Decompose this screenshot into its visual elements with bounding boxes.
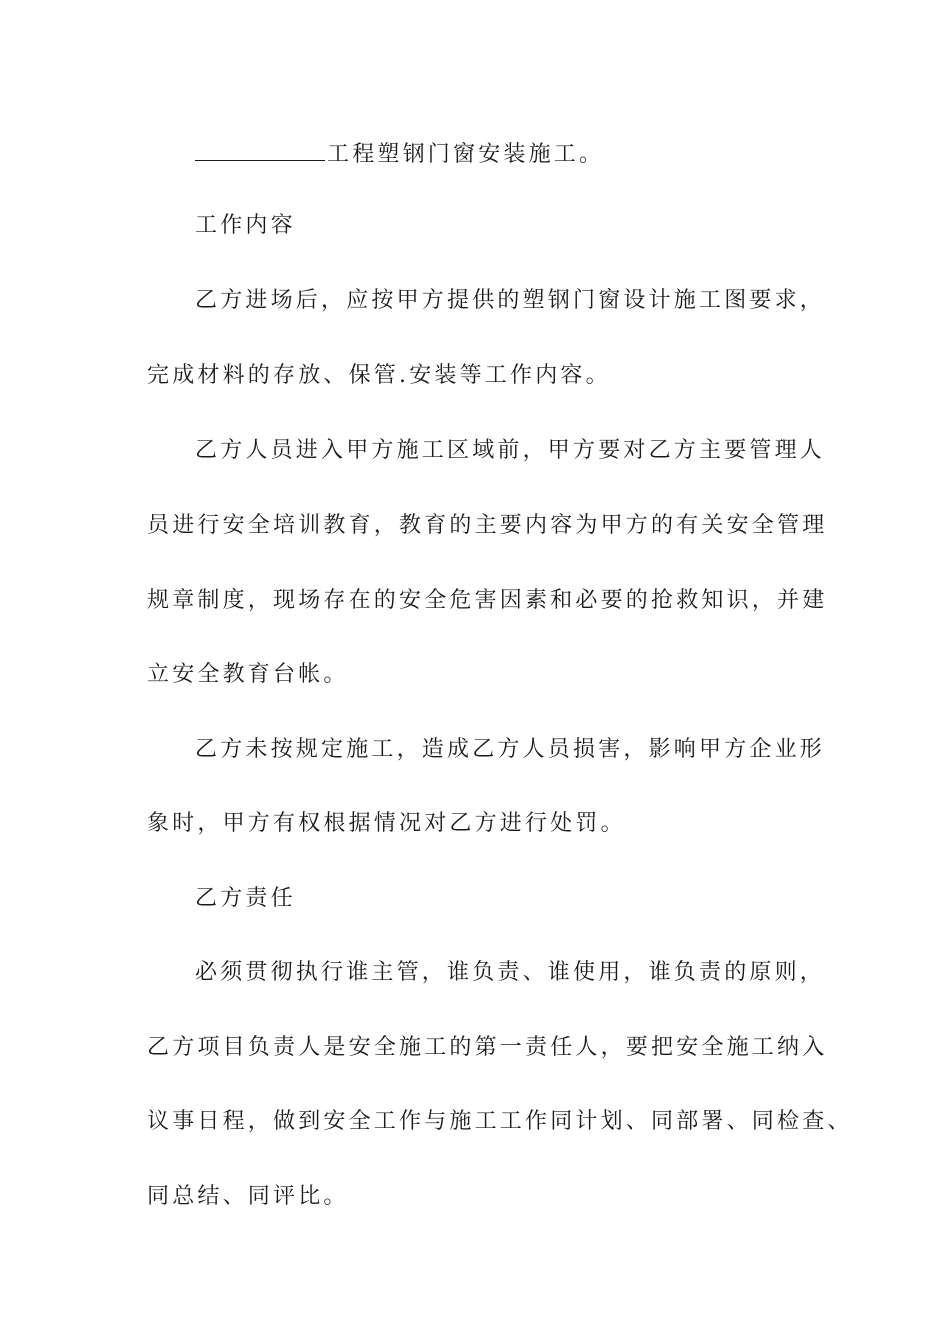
fill-in-blank (195, 138, 325, 161)
paragraph-line: 象时，甲方有权根据情况对乙方进行处罚。 (147, 811, 626, 836)
section-heading-work-content: 工作内容 (195, 213, 296, 238)
paragraph-line: 必须贯彻执行谁主管，谁负责、谁使用，谁负责的原则， (195, 960, 826, 985)
paragraph-line: 规章制度，现场存在的安全危害因素和必要的抢救知识，并建 (147, 588, 828, 613)
paragraph-line: 议事日程，做到安全工作与施工工作同计划、同部署、同检查、 (147, 1109, 853, 1134)
paragraph-line: 乙方人员进入甲方施工区域前，甲方要对乙方主要管理人 (195, 438, 826, 463)
paragraph-line: 乙方项目负责人是安全施工的第一责任人，要把安全施工纳入 (147, 1035, 828, 1060)
project-title-text: 工程塑钢门窗安装施工。 (327, 142, 605, 167)
paragraph-line: 立安全教育台帐。 (147, 662, 349, 687)
paragraph-line: 同总结、同评比。 (147, 1184, 349, 1209)
project-title-line (195, 138, 604, 170)
section-heading-party-b-responsibility: 乙方责任 (195, 886, 296, 911)
paragraph-line: 乙方未按规定施工，造成乙方人员损害，影响甲方企业形 (195, 737, 826, 762)
paragraph-line: 乙方进场后，应按甲方提供的塑钢门窗设计施工图要求， (195, 288, 826, 313)
paragraph-line: 员进行安全培训教育，教育的主要内容为甲方的有关安全管理 (147, 513, 828, 538)
paragraph-line: 完成材料的存放、保管.安装等工作内容。 (147, 363, 611, 388)
